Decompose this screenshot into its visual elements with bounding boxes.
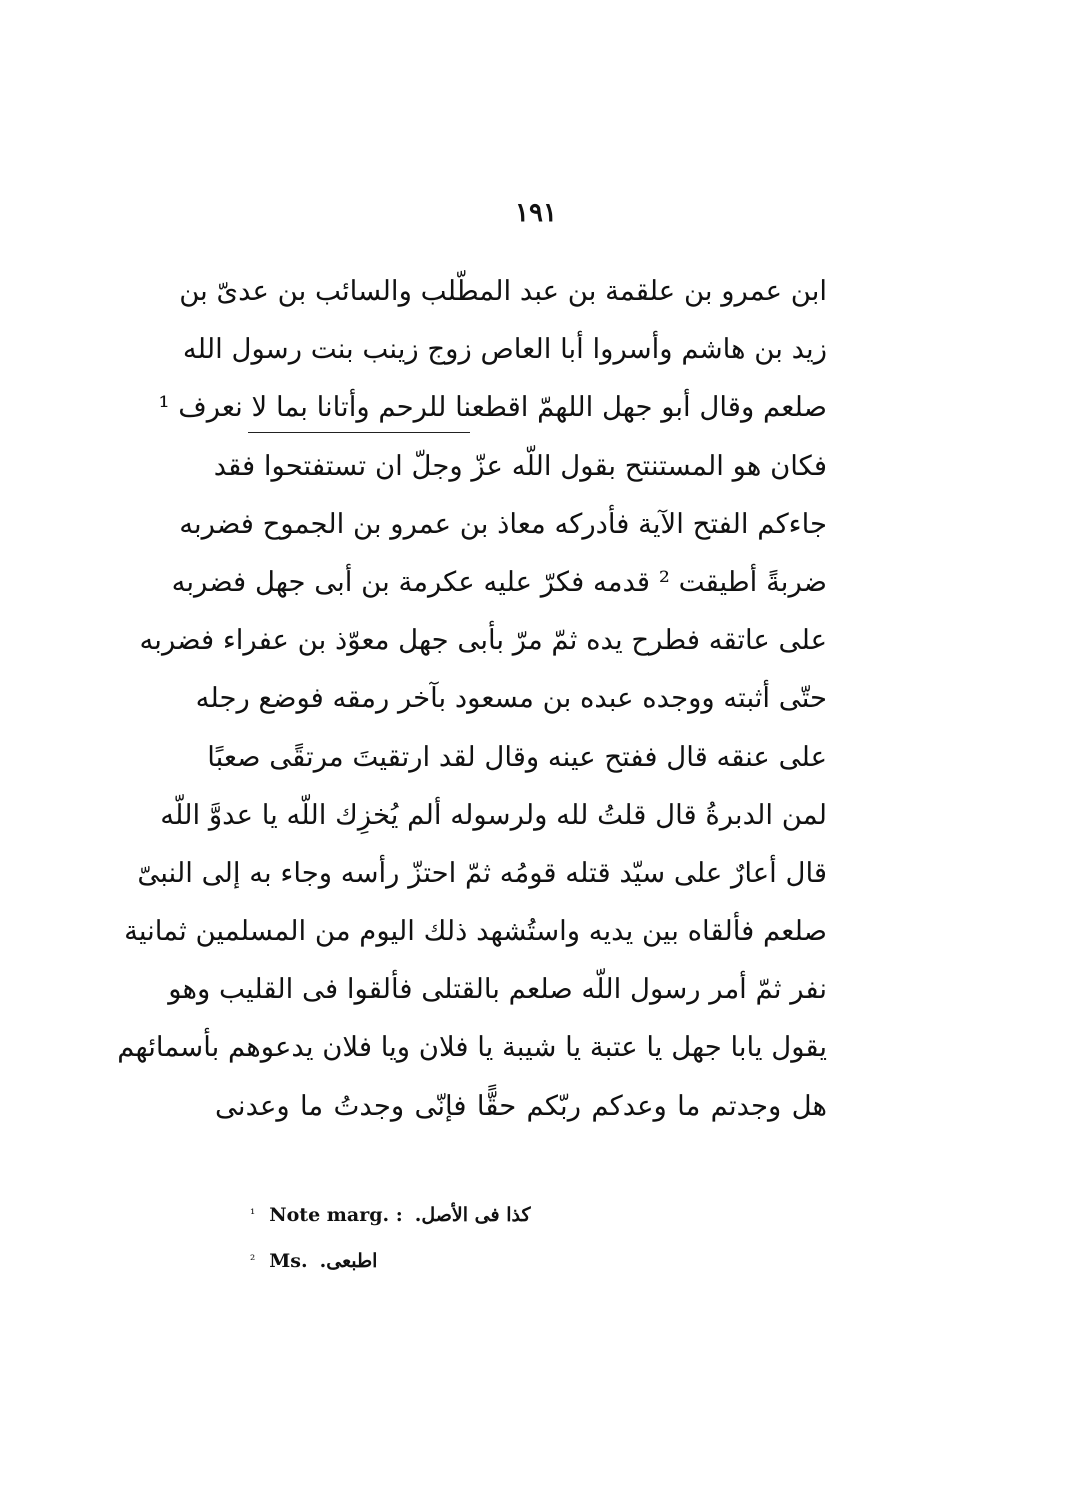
footnote-latin: Ms. (269, 1250, 308, 1272)
footnote (250, 1246, 650, 1292)
body-text (117, 262, 827, 1135)
text-line: نفر ثمّ أمر رسول اللّه صلعم بالقتلى فألقوا فى القليب وهو (168, 973, 827, 1006)
text-line: هل وجدتم ما وعدكم ربّكم حقًّا فإنّى وجدتُ ما وعدنى (215, 1089, 827, 1122)
text-line: جاءكم الفتح الآية فأدركه معاذ بن عمرو بن الجموح فضربه (179, 507, 827, 540)
page-number: ١٩١ (515, 198, 557, 228)
text-line: يقول يابا جهل يا عتبة يا شيبة يا فلان ويا فلان يدعوهم بأسمائهم (117, 1031, 827, 1064)
text-line: زيد بن هاشم وأسروا أبا العاص زوج زينب بنت رسول الله (182, 333, 827, 366)
underline-rule (248, 432, 470, 433)
text-line: صلعم وقال أبو جهل اللهمّ اقطعنا للرحم وأتانا بما لا نعرف ¹ (158, 391, 827, 424)
text-line: حتّى أثبته ووجده عبده بن مسعود بآخر رمقه فوضع رجله (195, 682, 827, 715)
text-line: قال أعارٌ على سيّد قتله قومُه ثمّ احتزّ رأسه وجاء به إلى النبىّ (137, 856, 827, 889)
text-line: على عاتقه فطرح يده ثمّ مرّ بأبى جهل معوّذ بن عفراء فضربه (139, 624, 827, 657)
footnote (250, 1200, 650, 1246)
footnotes (250, 1200, 650, 1292)
text-line: لمن الدبرةُ قال قلتُ لله ولرسوله ألم يُخزِك اللّه يا عدوَّ اللّه (160, 798, 827, 831)
footnote-latin: Note marg. : (269, 1204, 403, 1226)
text-line: ضربةً أطيقت ² قدمه فكرّ عليه عكرمة بن أبى جهل فضربه (171, 565, 827, 598)
text-line: على عنقه قال ففتح عينه وقال لقد ارتقيتَ مرتقًى صعبًا (207, 740, 827, 773)
footnote-arabic: اطبعى. (319, 1250, 378, 1272)
footnote-mark: ¹ (250, 1207, 256, 1222)
text-line: صلعم فألقاه بين يديه واستُشهد ذلك اليوم من المسلمين ثمانية (124, 915, 827, 948)
text-line: ابن عمرو بن علقمة بن عبد المطّلب والسائب بن عدىّ بن (179, 275, 827, 307)
footnote-arabic: كذا فى الأصل. (414, 1204, 531, 1226)
text-line: فكان هو المستنتح بقول اللّه عزّ وجلّ ان تستفتحوا فقد (213, 449, 827, 482)
footnote-mark: ² (250, 1253, 256, 1268)
